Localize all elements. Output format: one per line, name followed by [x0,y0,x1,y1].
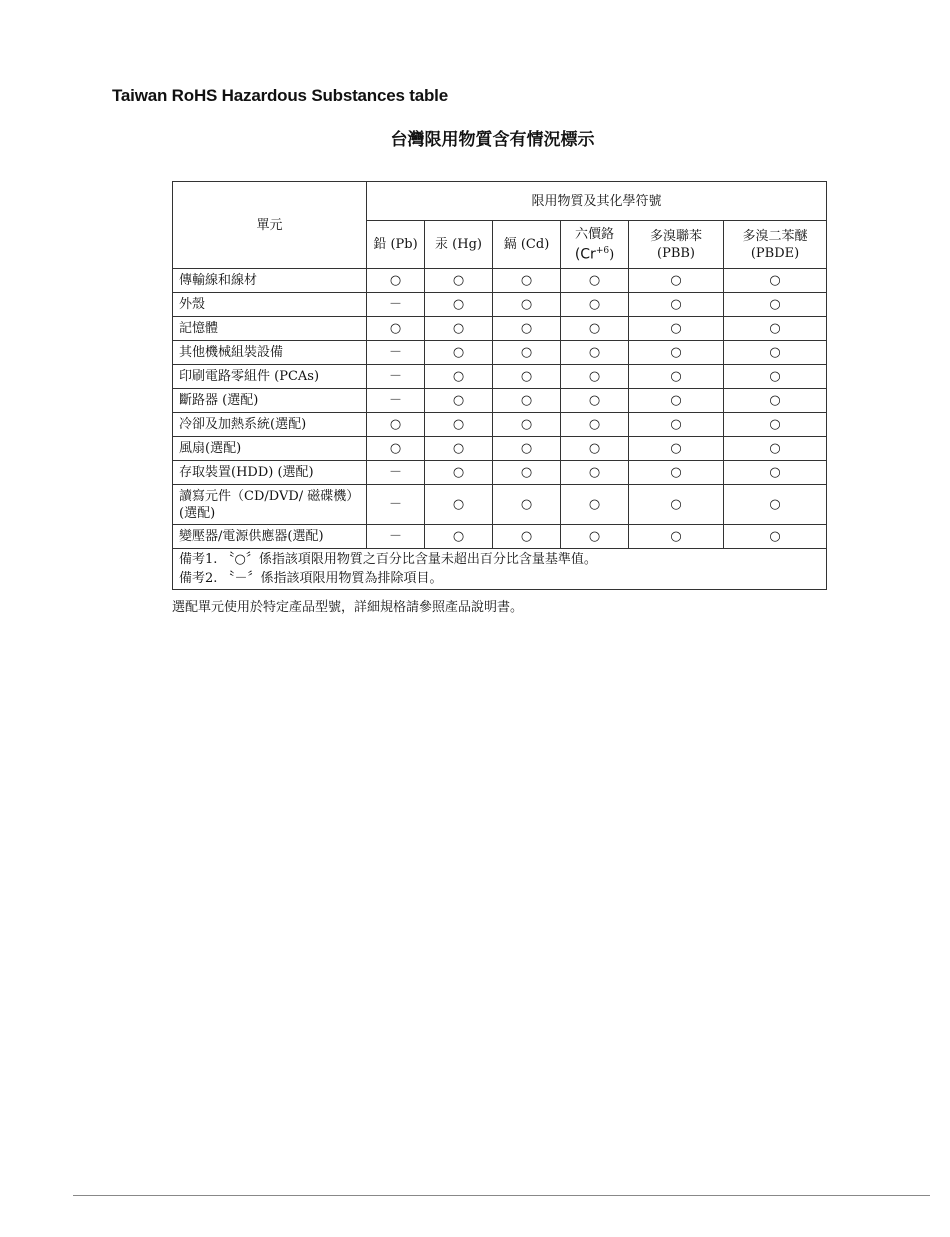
footnote: 選配單元使用於特定產品型號，詳細規格請參照產品說明書。 [172,600,524,615]
substance-mark-cell: ○ [724,437,827,461]
component-cell: 傳輸線和線材 [173,269,367,293]
substance-mark-cell: ○ [629,461,724,485]
note-1: 備考1. 〝○〞係指該項限用物質之百分比含量未超出百分比含量基準值。 [179,552,597,567]
substance-mark-cell: － [367,461,425,485]
table-row [173,269,827,293]
table-row [173,341,827,365]
substance-header-hg: 汞 (Hg) [425,221,493,269]
substance-mark-cell: ○ [724,341,827,365]
substance-mark-cell: ○ [629,269,724,293]
note-2: 備考2. 〝－〞係指該項限用物質為排除項目。 [179,571,443,586]
substance-mark-cell: ○ [493,461,561,485]
substance-mark-cell: － [367,525,425,549]
table-row [173,461,827,485]
rohs-table [172,181,827,590]
component-cell: 存取裝置(HDD) (選配) [173,461,367,485]
table-body [173,269,827,549]
substance-header-pb: 鉛 (Pb) [367,221,425,269]
substance-mark-cell: ○ [724,389,827,413]
substance-mark-cell: － [367,341,425,365]
table-row [173,525,827,549]
substance-mark-cell: ○ [629,437,724,461]
substance-mark-cell: ○ [493,317,561,341]
table-row [173,485,827,525]
substance-mark-cell: － [367,293,425,317]
component-cell: 印刷電路零組件 (PCAs) [173,365,367,389]
substance-mark-cell: ○ [629,525,724,549]
component-cell: 其他機械組裝設備 [173,341,367,365]
substance-group-header: 限用物質及其化學符號 [367,182,827,221]
substance-mark-cell: ○ [724,317,827,341]
substance-mark-cell: ○ [629,341,724,365]
substance-mark-cell: ○ [493,341,561,365]
component-cell: 讀寫元件（CD/DVD/ 磁碟機）(選配) [173,485,367,525]
substance-mark-cell: ○ [425,525,493,549]
substance-header-cd: 鎘 (Cd) [493,221,561,269]
substance-mark-cell: ○ [425,413,493,437]
substance-header-pbde: 多溴二苯醚 (PBDE) [724,221,827,269]
substance-mark-cell: ○ [493,269,561,293]
substance-mark-cell: ○ [493,485,561,525]
page-bottom-rule [73,1195,930,1196]
substance-mark-cell: ○ [425,485,493,525]
component-cell: 冷卻及加熱系統(選配) [173,413,367,437]
substance-mark-cell: ○ [724,269,827,293]
substance-mark-cell: ○ [561,365,629,389]
substance-header-cr6: 六價鉻 $(Cr^{+6})$ [561,221,629,269]
table-row [173,413,827,437]
component-cell: 外殼 [173,293,367,317]
substance-header-pbb: 多溴聯苯 (PBB) [629,221,724,269]
substance-mark-cell: ○ [561,293,629,317]
substance-mark-cell: ○ [367,317,425,341]
substance-mark-cell: ○ [493,389,561,413]
substance-mark-cell: ○ [493,525,561,549]
table-row [173,365,827,389]
substance-mark-cell: ○ [367,269,425,293]
substance-mark-cell: ○ [561,269,629,293]
substance-mark-cell: ○ [724,365,827,389]
substance-mark-cell: ○ [425,365,493,389]
component-cell: 風扇(選配) [173,437,367,461]
substance-mark-cell: ○ [493,413,561,437]
table-row [173,293,827,317]
substance-mark-cell: ○ [629,293,724,317]
component-cell: 記憶體 [173,317,367,341]
substance-mark-cell: ○ [367,437,425,461]
substance-mark-cell: ○ [629,389,724,413]
substance-mark-cell: ○ [425,293,493,317]
substance-mark-cell: ○ [561,461,629,485]
substance-mark-cell: ○ [629,317,724,341]
substance-mark-cell: ○ [561,389,629,413]
substance-mark-cell: ○ [561,317,629,341]
substance-mark-cell: ○ [425,317,493,341]
substance-mark-cell: ○ [493,437,561,461]
substance-mark-cell: ○ [493,293,561,317]
substance-mark-cell: ○ [724,413,827,437]
substance-mark-cell: ○ [561,437,629,461]
substance-mark-cell: ○ [724,461,827,485]
substance-mark-cell: － [367,365,425,389]
table-row [173,389,827,413]
substance-mark-cell: ○ [561,485,629,525]
component-cell: 變壓器/電源供應器(選配) [173,525,367,549]
table-notes [173,549,827,590]
substance-mark-cell: ○ [561,341,629,365]
substance-mark-cell: ○ [425,341,493,365]
substance-mark-cell: ○ [561,525,629,549]
substance-mark-cell: ○ [425,461,493,485]
table-title: 台灣限用物質含有情況標示 [390,130,595,150]
table-row [173,437,827,461]
substance-mark-cell: － [367,389,425,413]
substance-mark-cell: － [367,485,425,525]
substance-mark-cell: ○ [724,525,827,549]
substance-mark-cell: ○ [425,437,493,461]
substance-mark-cell: ○ [629,413,724,437]
substance-mark-cell: ○ [425,269,493,293]
substance-mark-cell: ○ [493,365,561,389]
substance-mark-cell: ○ [724,293,827,317]
page-heading: Taiwan RoHS Hazardous Substances table [112,86,448,105]
component-cell: 斷路器 (選配) [173,389,367,413]
substance-mark-cell: ○ [561,413,629,437]
substance-mark-cell: ○ [629,485,724,525]
substance-mark-cell: ○ [367,413,425,437]
substance-mark-cell: ○ [425,389,493,413]
substance-mark-cell: ○ [629,365,724,389]
table-row [173,317,827,341]
substance-mark-cell: ○ [724,485,827,525]
unit-header: 單元 [173,182,367,269]
